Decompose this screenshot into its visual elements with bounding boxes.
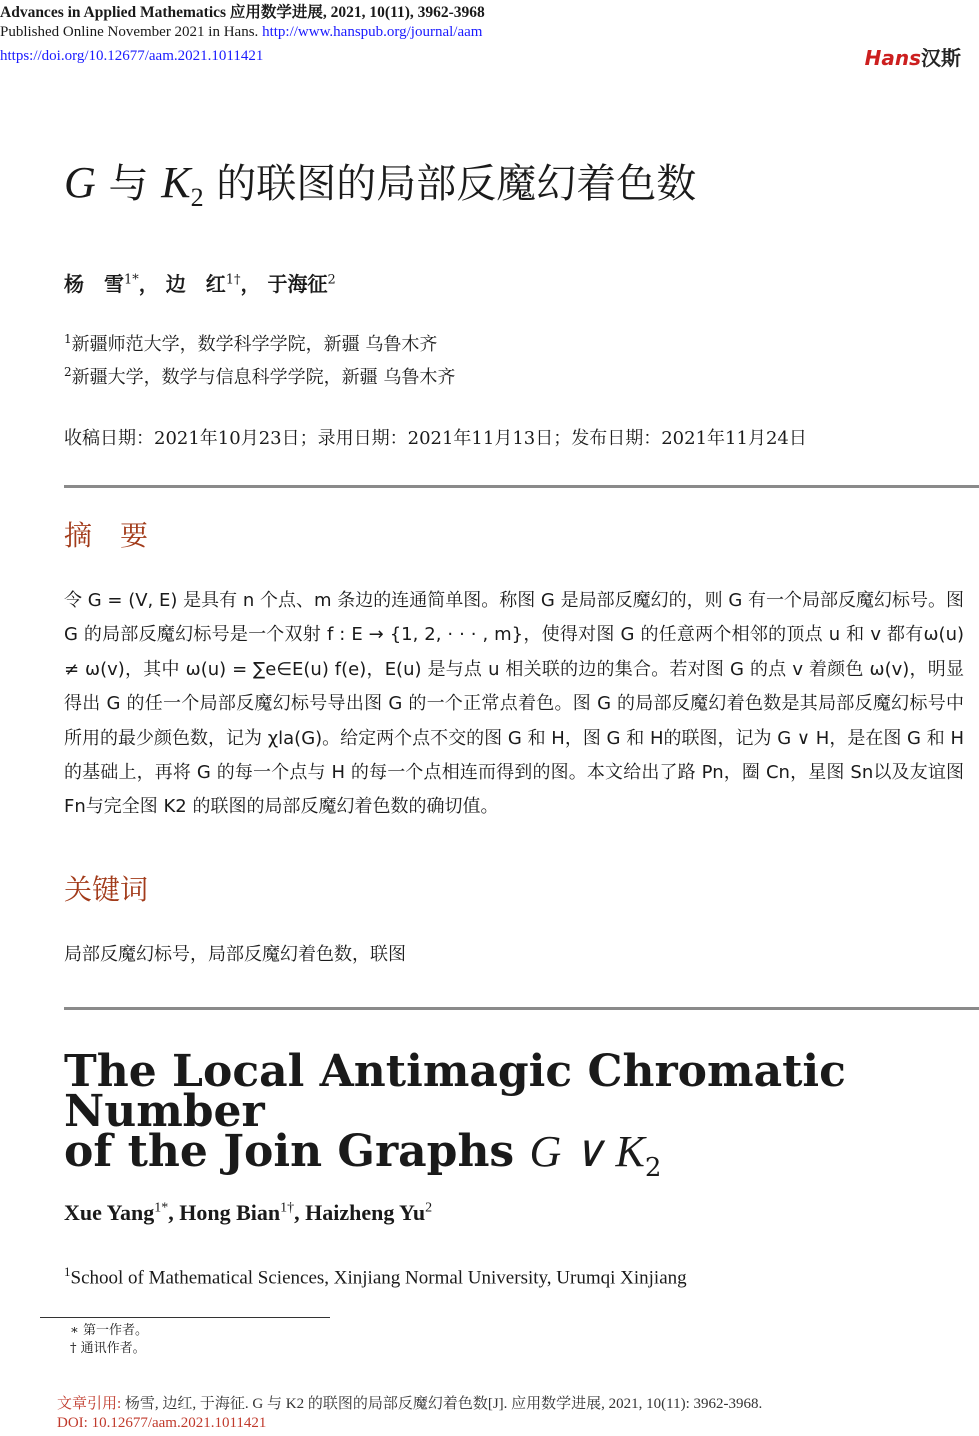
published-line bbox=[0, 24, 482, 41]
author-cn-2-sup: 1† bbox=[225, 272, 241, 288]
author-cn-1: 杨 雪 bbox=[64, 272, 124, 296]
author-cn-3-sup: 2 bbox=[327, 272, 336, 288]
author-en-3-sup: 2 bbox=[425, 1200, 433, 1216]
divider bbox=[64, 485, 979, 488]
footnote-1 bbox=[70, 1319, 148, 1338]
logo-latin: Hans bbox=[864, 46, 921, 70]
title-en-line2 bbox=[64, 1126, 974, 1188]
footnote-rule bbox=[40, 1317, 330, 1318]
authors-en: Xue Yang$^{1*}$, Hong Bian$^{1\dagger}$, Haizheng Yu$^2$ bbox=[64, 1200, 433, 1225]
abstract-heading: 摘 要 bbox=[64, 519, 149, 552]
citation bbox=[57, 1392, 762, 1413]
author-en-3: Haizheng Yu bbox=[305, 1200, 426, 1225]
author-sep: ， bbox=[138, 272, 159, 296]
author-sep: ， bbox=[240, 272, 261, 296]
title-cn-rest: 的联图的局部反魔幻着色数 bbox=[216, 161, 697, 207]
citation-doi[interactable]: DOI: 10.12677/aam.2021.1011421 bbox=[57, 1415, 267, 1431]
author-cn-1-sup: 1* bbox=[124, 272, 139, 288]
title-cn-k: K bbox=[161, 158, 191, 207]
page-title-cn bbox=[64, 152, 696, 213]
author-en-2: Hong Bian bbox=[179, 1200, 281, 1225]
affiliation-text: School of Mathematical Sciences, Xinjiang Normal University, Urumqi Xinjiang bbox=[70, 1267, 687, 1289]
author-en-1-sup: 1* bbox=[154, 1200, 169, 1216]
citation-text: 杨雪, 边红, 于海征. G 与 K2 的联图的局部反魔幻着色数[J]. 应用数学进展, 2021, 10(11): 3962-3968. bbox=[124, 1396, 763, 1412]
author-en-2-sup: 1† bbox=[280, 1200, 295, 1216]
title-cn-yu: 与 bbox=[108, 161, 149, 207]
affiliation-cn-1 bbox=[64, 330, 437, 356]
footnote-text: 第一作者。 bbox=[82, 1323, 148, 1338]
journal-link[interactable]: http://www.hanspub.org/journal/aam bbox=[262, 24, 483, 40]
divider bbox=[64, 1007, 979, 1010]
affiliation-text: 新疆师范大学，数学科学学院，新疆 乌鲁木齐 bbox=[71, 334, 438, 355]
title-en-math: G ∨ K bbox=[529, 1127, 645, 1176]
affiliation-sup: 1 bbox=[64, 1264, 71, 1279]
affiliation-sup: 1 bbox=[64, 332, 72, 346]
hans-logo bbox=[865, 42, 961, 71]
affiliation-sup: 2 bbox=[64, 365, 72, 379]
title-en-text: of the Join Graphs bbox=[64, 1126, 515, 1177]
title-cn-sub: 2 bbox=[190, 183, 204, 212]
author-cn-3: 于海征 bbox=[267, 272, 328, 296]
author-en-1: Xue Yang bbox=[64, 1200, 155, 1225]
author-cn-2: 边 红 bbox=[165, 272, 226, 296]
footnote-text: 通讯作者。 bbox=[80, 1341, 146, 1356]
publication-dates: 收稿日期：2021年10月23日；录用日期：2021年11月13日；发布日期：2021年11月24日 bbox=[64, 428, 807, 449]
affiliation-text: 新疆大学，数学与信息科学学院，新疆 乌鲁木齐 bbox=[71, 367, 456, 388]
keywords-text: 局部反魔幻标号，局部反魔幻着色数，联图 bbox=[64, 944, 406, 965]
page-title-en bbox=[64, 1046, 974, 1188]
doi-link[interactable]: https://doi.org/10.12677/aam.2021.1011421 bbox=[0, 48, 264, 64]
affiliation-cn-2 bbox=[64, 363, 455, 389]
abstract-text: 令 G = (V, E) 是具有 n 个点、m 条边的连通简单图。称图 G 是局部反魔幻的，则 G 有一个局部反魔幻标号。图 G 的局部反魔幻标号是一个双射 f : E → {1, 2, · · · , m}，使得对图 G 的任意两个相邻的顶点 u 和 v 都有ω(u) ≠ ω(v)，其中 ω(u) = ∑e∈E(u) f(e)，E(u) 是与点 u 相关联的边的集合。若对图 G 的点 v 着颜色 ω(v)，明显得出 G 的任一个局部反魔幻标号导出图 G 的一个正常点着色。图 G 的局部反魔幻着色数是其局部反魔幻标号中所用的最少颜色数，记为 χla(G)。给定两个点不交的图 G 和 H，图 G 和 H的联图，记为 G ∨ H，是在图 G 和 H 的基础上，再将 G 的每一个点与 H 的每一个点相连而得到的图。本文给出了路 Pn，圈 Cn，星图 Sn以及友谊图 Fn与完全图 K2 的联图的局部反魔幻着色数的确切值。 bbox=[64, 590, 964, 818]
published-prefix: Published Online November 2021 in Hans. bbox=[0, 24, 259, 40]
authors-cn bbox=[64, 268, 336, 297]
title-en-sub: 2 bbox=[644, 1152, 662, 1183]
keywords-heading: 关键词 bbox=[64, 873, 149, 906]
title-en-line1: The Local Antimagic Chromatic Number bbox=[64, 1046, 846, 1137]
logo-cn: 汉斯 bbox=[921, 46, 961, 70]
footnote-mark: † bbox=[70, 1341, 77, 1356]
footnote-2 bbox=[70, 1337, 146, 1356]
affiliation-en bbox=[64, 1264, 687, 1289]
citation-label: 文章引用: bbox=[57, 1396, 122, 1412]
footnote-mark: ∗ bbox=[70, 1323, 79, 1338]
title-cn-g: G bbox=[64, 158, 96, 207]
journal-header: Advances in Applied Mathematics 应用数学进展, 2021, 10(11), 3962-3968 bbox=[0, 4, 485, 21]
